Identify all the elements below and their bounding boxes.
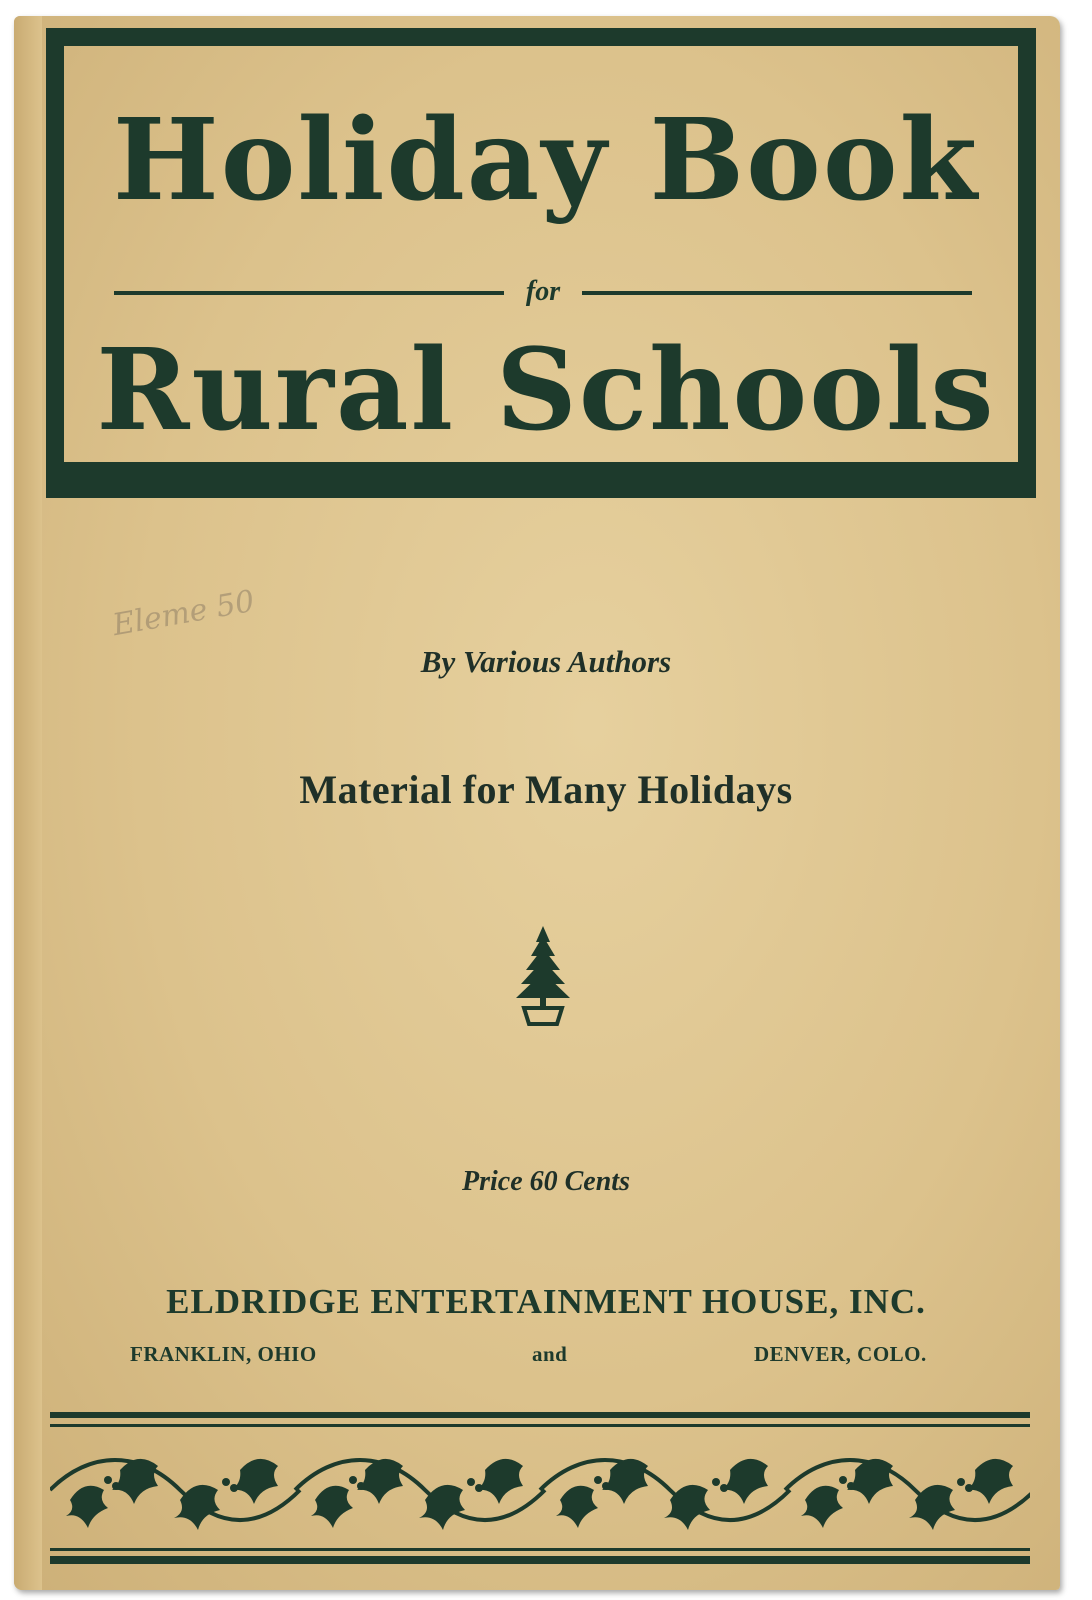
publisher-location-franklin: FRANKLIN, OHIO	[130, 1342, 317, 1366]
handwritten-pencil-note: Eleme 50	[110, 583, 258, 644]
holly-border-icon	[50, 1412, 1030, 1564]
location-connector-and: and	[532, 1342, 568, 1366]
christmas-tree-icon	[512, 924, 574, 1028]
title-line-holiday-book: Holiday Book	[112, 95, 980, 226]
subtitle: Material for Many Holidays	[299, 767, 793, 812]
title-connector-for: for	[525, 276, 561, 307]
publisher-location-denver: DENVER, COLO.	[754, 1342, 927, 1366]
title-line-rural-schools: Rural Schools	[96, 325, 996, 456]
title-connector-row	[114, 278, 972, 308]
connector-rule-right	[582, 291, 972, 295]
byline: By Various Authors	[420, 644, 672, 679]
price-label: Price 60 Cents	[462, 1166, 630, 1197]
connector-rule-left	[114, 291, 504, 295]
publisher-name: ELDRIDGE ENTERTAINMENT HOUSE, INC.	[166, 1282, 926, 1321]
